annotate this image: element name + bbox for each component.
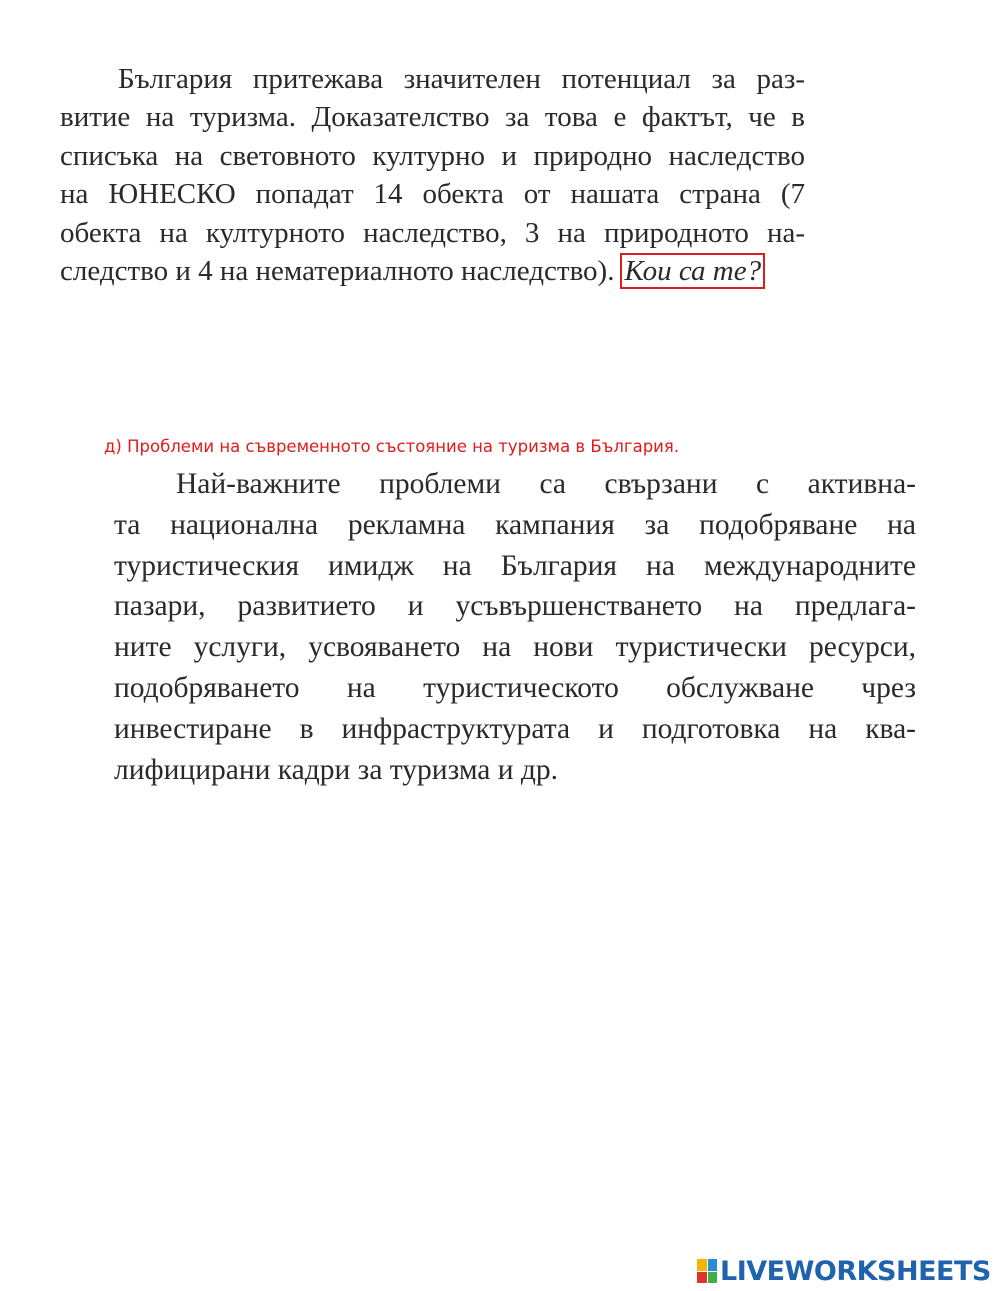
- paragraph-unesco: [60, 60, 805, 290]
- liveworksheets-logo-text: LIVEWORKSHEETS: [720, 1255, 991, 1287]
- section-heading: д) Проблеми на съвременното състояние на туризма в България.: [104, 437, 680, 456]
- paragraph-line: туристическия имидж на България на международните: [114, 549, 916, 582]
- paragraph-line: инвестиране в инфраструктурата и подготовка на ква-: [114, 712, 916, 745]
- question-answer-box[interactable]: Кои са те?: [620, 253, 765, 289]
- liveworksheets-logo-icon: [697, 1259, 717, 1283]
- paragraph-line: витие на туризма. Доказателство за това е фактът, че в: [60, 101, 805, 134]
- paragraph-line: Най-важните проблеми са свързани с активна-: [176, 468, 916, 500]
- paragraph-line: ните услуги, усвояването на нови туристически ресурси,: [114, 631, 916, 664]
- liveworksheets-logo: [697, 1254, 991, 1288]
- paragraph-line: България притежава значителен потенциал за раз-: [118, 63, 805, 95]
- paragraph-line: та национална рекламна кампания за подобряване на: [114, 508, 916, 541]
- paragraph-line: лифицирани кадри за туризма и др.: [114, 753, 559, 786]
- paragraph-line: следство и 4 на нематериалното наследство).: [60, 255, 615, 288]
- paragraph-line: подобряването на туристическото обслужване чрез: [114, 671, 916, 704]
- paragraph-line-last: [60, 252, 805, 290]
- paragraph-problems: [114, 464, 916, 790]
- paragraph-line: на ЮНЕСКО попадат 14 обекта от нашата страна (7: [60, 178, 805, 211]
- paragraph-line: списъка на световното културно и природно наследство: [60, 139, 805, 172]
- paragraph-line: обекта на културното наследство, 3 на природното на-: [60, 216, 805, 249]
- paragraph-line: пазари, развитието и усъвършенстването на предлага-: [114, 590, 916, 623]
